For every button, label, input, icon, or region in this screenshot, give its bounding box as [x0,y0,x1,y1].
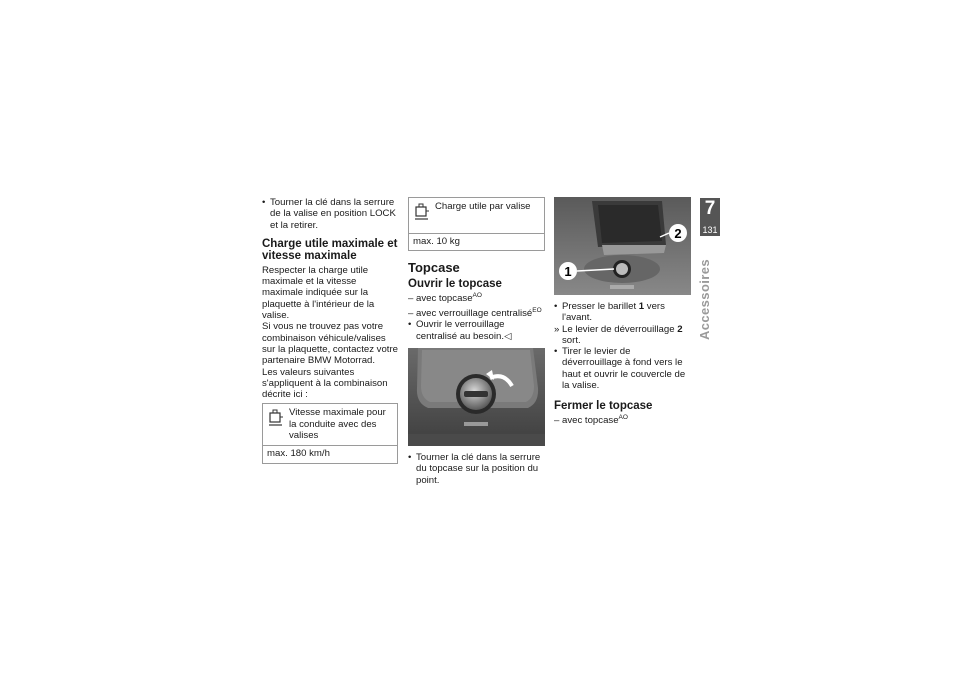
chapter-number: 7 [704,198,716,219]
step-turn-key-topcase: • Tourner la clé dans la serrure du topcase sur la position du point. [408,452,545,486]
step-open-central-locking: • Ouvrir le verrouillage centralisé au besoin.◁ [408,319,545,342]
paragraph-max-load: Respecter la charge utile maximale et la vitesse maximale indiquée sur la plaquette à l'intérieur de la valise. [262,264,375,322]
topcase-lever-photo [554,197,691,295]
paragraph-values-apply: Les valeurs suivantes s'appliquent à la combinaison décrite ici : [262,366,388,401]
step-remove-key: • Tourner la clé dans la serrure de la valise en position LOCK et la retirer. [262,197,398,231]
callout-1: 1 [564,264,572,279]
column-1 [262,197,398,464]
step-pull-lever: • Tirer le levier de déverrouillage à fond vers le haut et ouvrir le couvercle de la valise. [554,346,691,391]
spec-label: Vitesse maximale pour la conduite avec des valises [289,407,386,442]
column-3 [554,197,691,426]
motorcycle-case-icon [414,203,430,221]
condition-central-locking: – avec verrouillage centralisé$^{EO}$ [408,308,545,319]
spec-header [263,404,397,446]
section-heading-max-load: Charge utile maximale et vitesse maximale [262,237,398,263]
spec-box-max-speed [262,403,398,463]
result-lever-out: » Le levier de déverrouillage 2 sort. [554,324,691,347]
spec-box-load-per-case [408,197,545,251]
column-2 [408,197,545,486]
paragraph-contact-partner: Si vous ne trouvez pas votre combinaison véhicule/valises sur la plaquette, contactez votre partenaire BMW Motorrad. [262,321,398,367]
condition-topcase: – avec topcase$^{AO}$ [408,293,545,304]
step-press-cylinder: • Presser le barillet 1 vers l'avant. [554,301,691,324]
subheading-open-topcase: Ouvrir le topcase [408,278,502,291]
condition-topcase: – avec topcase$^{AO}$ [554,415,691,426]
spec-value: max. 180 km/h [267,448,330,460]
page-number: 131 [702,225,718,235]
chapter-title: Accessoires [697,258,712,340]
section-heading-topcase: Topcase [408,260,460,276]
subheading-close-topcase: Fermer le topcase [554,400,653,413]
end-mark-icon: ◁ [504,330,512,342]
callout-2: 2 [674,226,682,241]
spec-label: Charge utile par valise [435,201,531,212]
topcase-lock-photo [408,348,545,446]
motorcycle-case-icon [268,409,284,427]
spec-header [409,198,544,234]
spec-value: max. 10 kg [413,236,460,247]
